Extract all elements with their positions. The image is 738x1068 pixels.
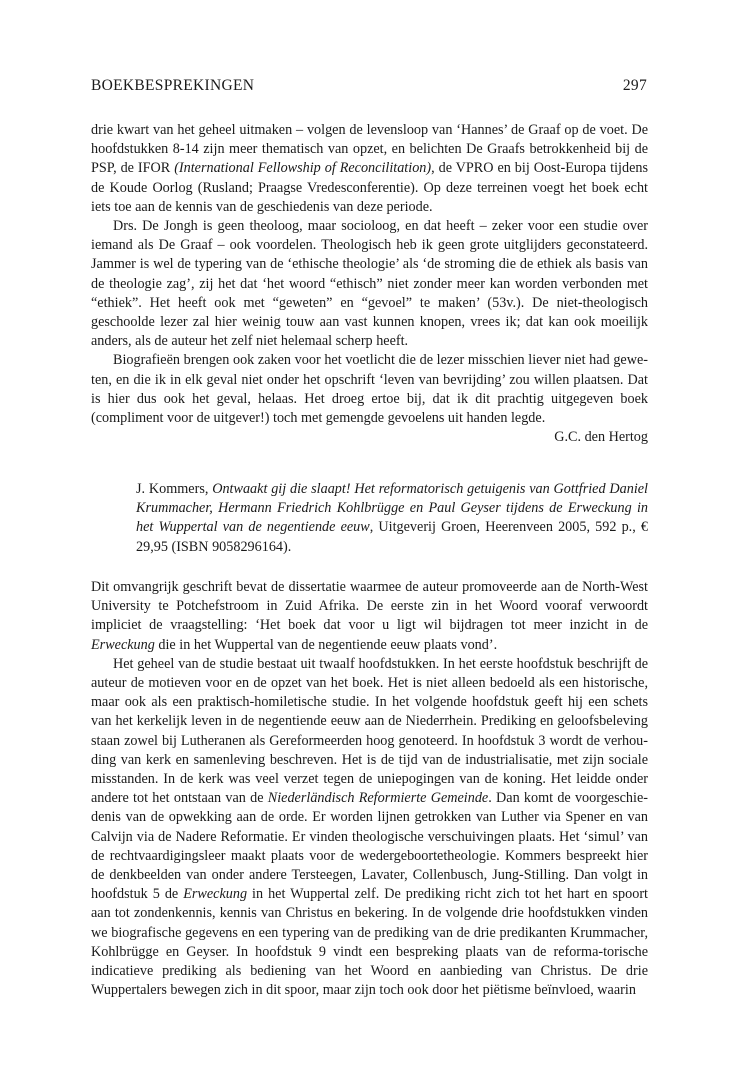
review2-paragraph-1: Dit omvangrijk geschrift bevat de dissertatie waarmee de auteur promoveerde aan de North-West University te Potchefstroom in Zuid Afrika. De eerste zin in het Woord vooraf verwoordt impliciet de vraagstelling: ‘Het boek dat voor u ligt wil bijdragen tot meer inzicht in de Erweckung die in het Wuppertal van de negentiende eeuw plaats vond’. — [91, 579, 648, 653]
book-reference — [91, 480, 648, 557]
review1-paragraph-3: Biografieën brengen ook zaken voor het voetlicht die de lezer misschien liever niet had gewe-ten, en die ik in elk geval niet onder het opschrift ‘leven van bevrijding’ zou willen plaatsen. Dat is hier dus ook het geval, helaas. Het droeg ertoe bij, dat ik dit prachtig uitgegeven boek (compliment voor de uitgever!) toch met gemengde gevoelens uit handen legde. — [91, 352, 648, 427]
page-number: 297 — [622, 77, 647, 94]
reference-title: Ontwaakt gij die slaapt! Het reformatorisch getuigenis van Gottfried Daniel Krummacher, Hermann Friedrich Kohlbrügge en Paul Geyser tijdens de Erweckung in het Wuppertal van de negentiende eeuw — [136, 481, 649, 536]
reference-author: J. Kommers, — [136, 481, 213, 497]
review2-paragraph-2: Het geheel van de studie bestaat uit twaalf hoofdstukken. In het eerste hoofdstuk beschrijft de auteur de motieven voor en de opzet van het boek. Het is niet alleen bedoeld als een historische, maar ook als een praktisch-homiletische studie. In het volgende hoofdstuk geeft hij een schets van het kerkelijk leven in de negentiende eeuw aan de Niederrhein. Prediking en geloofsbeleving staan zowel bij Lutheranen als Gereformeerden hoog genoteerd. In hoofdstuk 3 wordt de verhou-ding van kerk en samenleving beschreven. Het is de tijd van de industrialisatie, met zijn sociale misstanden. In de kerk was veel verzet tegen de uniepogingen van de koning. Het leidde onder andere tot het ontstaan van de Niederländisch Reformierte Gemeinde. Dan komt de voorgeschie-denis van de opwekking aan de orde. Er worden lijnen getrokken van Luther via Spener en van Calvijn via de Nadere Reformatie. Er vinden theologische verschuivingen plaats. Het ‘simul’ van de rechtvaardigingsleer maakt plaats voor de wedergeboortetheologie. Kommers bespreekt hier de denkbeelden van onder andere Tersteegen, Lavater, Collenbusch, Jung-Stilling. Dan volgt in hoofdstuk 5 de Erweckung in het Wuppertal zelf. De prediking richt zich tot het hart en spoort aan tot zondenkennis, kennis van Christus en bekering. In de volgende drie hoofdstukken vinden we biografische gegevens en een typering van de prediking van de drie predikanten Krummacher, Kohlbrügge en Geyser. In hoofdstuk 9 vindt een bespreking plaats van de reforma-torische indicatieve prediking als bediening van het Woord en aanbieding van Christus. De drie Wuppertalers bewegen zich in dit spoor, maar zijn toch ook door het piëtisme beïnvloed, waarin — [91, 655, 648, 999]
review1-paragraph-2: Drs. De Jongh is geen theoloog, maar socioloog, en dat heeft – zeker voor een studie over iemand als De Graaf – ook voordelen. Theologisch heb ik geen grote uitglijders geconstateerd. Jammer is wel de typering van de ‘ethische theologie’ als ‘de stroming die de ethiek als basis van de theologie zag’, zij het dat ‘het woord “ethisch” niet zonder meer kan worden verbonden met “ethiek”. Het heeft ook met “geweten” en “gevoel” te maken’ (53v.). De niet-theologisch geschoolde lezer zal hier weinig touw aan vast kunnen knopen, vrees ik; dat kan ook moeilijk anders, als de auteur het zelf niet helemaal scherp heeft. — [91, 218, 648, 350]
running-header — [91, 77, 647, 95]
review-body — [91, 578, 648, 1000]
reviewer-signature: G.C. den Hertog — [554, 429, 648, 446]
review1-paragraph-1: drie kwart van het geheel uitmaken – volgen de levensloop van ‘Hannes’ de Graaf op de voet. De hoofdstukken 8-14 zijn meer thematisch van opzet, en belichten De Graafs betrokkenheid bij de PSP, de IFOR (International Fellowship of Reconcilitation), de VPRO en bij Oost-Europa tijdens de Koude Oorlog (Rusland; Praagse Vredesconferentie). Op deze terreinen voegt het boek echt iets toe aan de kennis van de geschiedenis van deze periode. — [91, 122, 648, 215]
reference-details: , Uitgeverij Groen, Heerenveen 2005, 592 p., € 29,95 (ISBN 9058296164). — [136, 519, 648, 555]
section-title: BOEKBESPREKINGEN — [91, 77, 255, 94]
review-continuation — [91, 121, 648, 447]
